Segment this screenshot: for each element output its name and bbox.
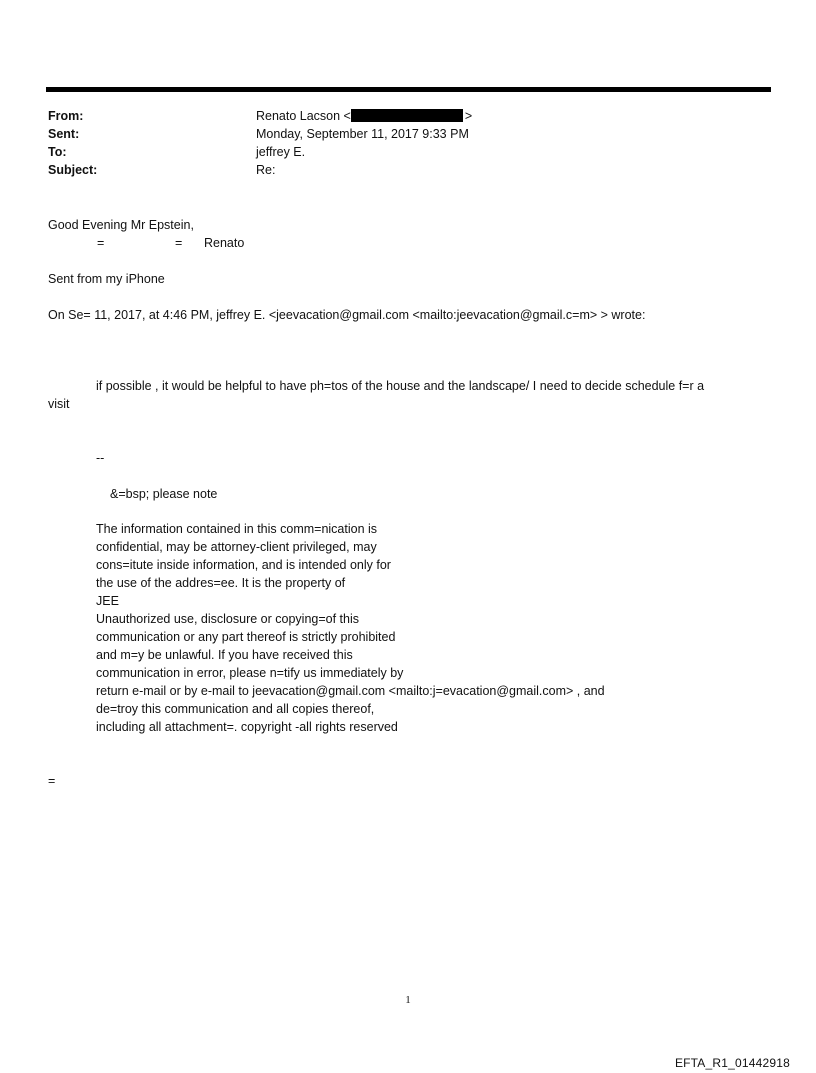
quote-intro: On Se= 11, 2017, at 4:46 PM, jeffrey E. <jeevacation@gmail.com <mailto:jeevacation@gmail.c=m> > wrote: — [48, 308, 646, 322]
disclaimer-line: communication or any part thereof is strictly prohibited — [96, 630, 396, 644]
sent-value: Monday, September 11, 2017 9:33 PM — [256, 127, 469, 141]
disclaimer-line: including all attachment=. copyright -all rights reserved — [96, 720, 398, 734]
disclaimer-line: JEE — [96, 594, 119, 608]
disclaimer-line: the use of the addres=ee. It is the property of — [96, 576, 346, 590]
page-number: 1 — [405, 994, 411, 1006]
trailing-equals: = — [48, 774, 56, 788]
from-label: From: — [48, 109, 84, 123]
to-value: jeffrey E. — [256, 145, 306, 159]
quoted-text-line: if possible , it would be helpful to have ph=tos of the house and the landscape/ I need to decide schedule f=r a — [96, 379, 705, 393]
equals-mark: = — [97, 236, 105, 250]
disclaimer-line: confidential, may be attorney-client privileged, may — [96, 540, 377, 554]
disclaimer-line: return e-mail or by e-mail to jeevacation@gmail.com <mailto:j=evacation@gmail.com> , and — [96, 684, 605, 698]
sent-from-line: Sent from my iPhone — [48, 272, 165, 286]
from-name: Renato Lacson < — [256, 109, 351, 123]
header-rule — [46, 87, 771, 92]
signature-dash: -- — [96, 451, 105, 465]
disclaimer-line: cons=itute inside information, and is intended only for — [96, 558, 391, 572]
signature-name: Renato — [204, 236, 245, 250]
disclaimer-line: de=troy this communication and all copies thereof, — [96, 702, 375, 716]
subject-label: Subject: — [48, 163, 98, 177]
from-value — [256, 107, 472, 125]
equals-mark: = — [175, 236, 183, 250]
document-id: EFTA_R1_01442918 — [674, 1056, 790, 1070]
subject-value: Re: — [256, 163, 276, 177]
greeting: Good Evening Mr Epstein, — [48, 218, 194, 232]
please-note: &=bsp; please note — [110, 487, 218, 501]
quoted-text-line: visit — [48, 397, 70, 411]
disclaimer-line: Unauthorized use, disclosure or copying=of this — [96, 612, 359, 626]
from-suffix: > — [464, 109, 473, 123]
disclaimer-line: communication in error, please n=tify us immediately by — [96, 666, 404, 680]
sent-label: Sent: — [48, 127, 80, 141]
disclaimer-line: and m=y be unlawful. If you have received this — [96, 648, 353, 662]
redaction-box — [351, 109, 463, 122]
to-label: To: — [48, 145, 67, 159]
disclaimer-line: The information contained in this comm=nication is — [96, 522, 378, 536]
